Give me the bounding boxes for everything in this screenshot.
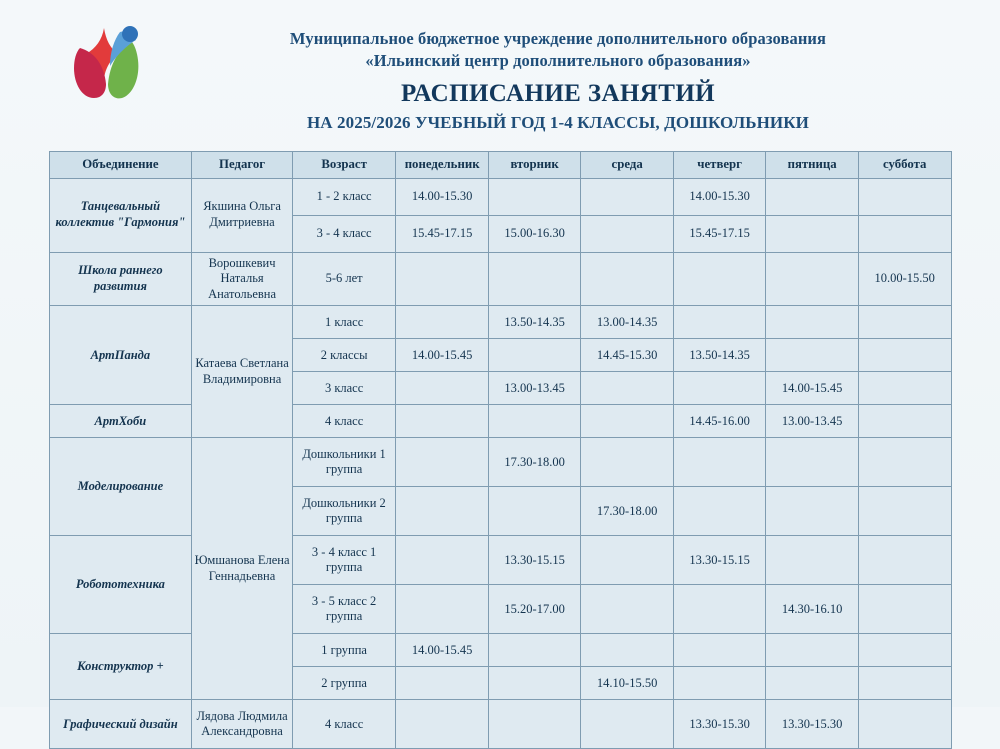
cell-thursday: 14.00-15.30	[673, 178, 766, 215]
page-title: РАСПИСАНИЕ ЗАНЯТИЙ	[400, 79, 716, 107]
cell-age: 3 - 4 класс	[292, 215, 396, 252]
column-header-teacher: Педагог	[192, 151, 293, 178]
cell-tuesday	[488, 634, 581, 667]
cell-association: Конструктор +	[49, 634, 192, 700]
cell-saturday	[858, 634, 951, 667]
cell-friday	[766, 215, 859, 252]
cell-tuesday: 15.20-17.00	[488, 585, 581, 634]
column-header-age: Возраст	[292, 151, 396, 178]
cell-age: Дошкольники 1 группа	[292, 438, 396, 487]
cell-monday: 14.00-15.45	[396, 339, 489, 372]
cell-monday	[396, 252, 489, 306]
cell-friday	[766, 252, 859, 306]
cell-association: Графический дизайн	[49, 700, 192, 749]
cell-friday	[766, 306, 859, 339]
cell-saturday	[858, 536, 951, 585]
cell-monday	[396, 306, 489, 339]
column-header-thursday: четверг	[673, 151, 766, 178]
cell-thursday: 15.45-17.15	[673, 215, 766, 252]
cell-friday	[766, 438, 859, 487]
column-header-saturday: суббота	[858, 151, 951, 178]
cell-teacher: Якшина Ольга Дмитриевна	[192, 178, 293, 252]
cell-saturday	[858, 306, 951, 339]
column-header-wednesday: среда	[581, 151, 674, 178]
cell-teacher: Юмшанова Елена Геннадьевна	[192, 438, 293, 700]
cell-thursday	[673, 306, 766, 339]
cell-tuesday: 13.00-13.45	[488, 372, 581, 405]
cell-friday	[766, 487, 859, 536]
column-header-association: Объединение	[49, 151, 192, 178]
cell-tuesday	[488, 405, 581, 438]
table-row	[49, 405, 951, 438]
cell-age: 4 класс	[292, 700, 396, 749]
cell-age: 2 группа	[292, 667, 396, 700]
cell-saturday	[858, 405, 951, 438]
cell-thursday: 13.30-15.15	[673, 536, 766, 585]
cell-thursday	[673, 667, 766, 700]
cell-saturday: 10.00-15.50	[858, 252, 951, 306]
cell-monday	[396, 438, 489, 487]
cell-tuesday: 13.30-15.15	[488, 536, 581, 585]
cell-friday: 14.00-15.45	[766, 372, 859, 405]
cell-saturday	[858, 667, 951, 700]
cell-age: 1 класс	[292, 306, 396, 339]
cell-association: Танцевальный коллектив "Гармония"	[49, 178, 192, 252]
cell-monday	[396, 536, 489, 585]
column-header-monday: понедельник	[396, 151, 489, 178]
cell-wednesday	[581, 252, 674, 306]
cell-thursday	[673, 372, 766, 405]
table-row	[49, 178, 951, 215]
table-row	[49, 634, 951, 667]
cell-monday	[396, 700, 489, 749]
cell-association: Моделирование	[49, 438, 192, 536]
cell-association: Робототехника	[49, 536, 192, 634]
cell-tuesday	[488, 667, 581, 700]
cell-wednesday: 14.45-15.30	[581, 339, 674, 372]
schedule-table-wrapper	[49, 151, 952, 749]
cell-saturday	[858, 178, 951, 215]
cell-age: 1 группа	[292, 634, 396, 667]
cell-saturday	[858, 487, 951, 536]
cell-monday	[396, 405, 489, 438]
cell-saturday	[858, 339, 951, 372]
cell-friday	[766, 178, 859, 215]
cell-age: 3 - 4 класс 1 группа	[292, 536, 396, 585]
leaf-flame-logo-icon	[60, 18, 156, 110]
cell-age: Дошкольники 2 группа	[292, 487, 396, 536]
cell-friday	[766, 667, 859, 700]
cell-association: АртХоби	[49, 405, 192, 438]
cell-tuesday: 13.50-14.35	[488, 306, 581, 339]
cell-wednesday	[581, 585, 674, 634]
cell-thursday: 13.50-14.35	[673, 339, 766, 372]
table-row	[49, 700, 951, 749]
cell-saturday	[858, 215, 951, 252]
org-name-line-1: Муниципальное бюджетное учреждение дополнительного образования	[289, 29, 827, 48]
cell-age: 3 класс	[292, 372, 396, 405]
cell-wednesday	[581, 178, 674, 215]
cell-friday	[766, 634, 859, 667]
page-subtitle: НА 2025/2026 УЧЕБНЫЙ ГОД 1-4 КЛАССЫ, ДОШКОЛЬНИКИ	[306, 112, 809, 132]
document-header	[0, 0, 1000, 133]
schedule-table	[49, 151, 952, 749]
table-header-row	[49, 151, 951, 178]
cell-tuesday: 15.00-16.30	[488, 215, 581, 252]
cell-wednesday	[581, 536, 674, 585]
table-row	[49, 536, 951, 585]
cell-monday	[396, 372, 489, 405]
cell-teacher: Катаева Светлана Владимировна	[192, 306, 293, 438]
cell-association: АртПанда	[49, 306, 192, 405]
cell-monday: 14.00-15.45	[396, 634, 489, 667]
cell-age: 4 класс	[292, 405, 396, 438]
cell-monday: 15.45-17.15	[396, 215, 489, 252]
cell-wednesday	[581, 438, 674, 487]
cell-association: Школа раннего развития	[49, 252, 192, 306]
org-name-line-2: «Ильинский центр дополнительного образования»	[365, 51, 751, 71]
cell-wednesday	[581, 634, 674, 667]
cell-age: 3 - 5 класс 2 группа	[292, 585, 396, 634]
cell-friday	[766, 339, 859, 372]
cell-tuesday	[488, 700, 581, 749]
cell-saturday	[858, 438, 951, 487]
cell-monday	[396, 667, 489, 700]
cell-monday	[396, 585, 489, 634]
cell-wednesday	[581, 405, 674, 438]
cell-thursday	[673, 252, 766, 306]
column-header-friday: пятница	[766, 151, 859, 178]
column-header-tuesday: вторник	[488, 151, 581, 178]
cell-tuesday	[488, 252, 581, 306]
cell-wednesday	[581, 372, 674, 405]
cell-friday: 13.00-13.45	[766, 405, 859, 438]
table-row	[49, 438, 951, 487]
cell-friday: 13.30-15.30	[766, 700, 859, 749]
cell-wednesday: 13.00-14.35	[581, 306, 674, 339]
title-block	[156, 14, 960, 133]
cell-wednesday	[581, 700, 674, 749]
cell-saturday	[858, 700, 951, 749]
table-row	[49, 306, 951, 339]
cell-thursday: 13.30-15.30	[673, 700, 766, 749]
cell-thursday: 14.45-16.00	[673, 405, 766, 438]
cell-wednesday: 14.10-15.50	[581, 667, 674, 700]
cell-saturday	[858, 372, 951, 405]
cell-thursday	[673, 585, 766, 634]
cell-thursday	[673, 634, 766, 667]
cell-wednesday: 17.30-18.00	[581, 487, 674, 536]
cell-tuesday: 17.30-18.00	[488, 438, 581, 487]
cell-thursday	[673, 487, 766, 536]
cell-tuesday	[488, 178, 581, 215]
table-row	[49, 252, 951, 306]
cell-age: 2 классы	[292, 339, 396, 372]
cell-wednesday	[581, 215, 674, 252]
cell-monday: 14.00-15.30	[396, 178, 489, 215]
cell-teacher: Лядова Людмила Александровна	[192, 700, 293, 749]
cell-tuesday	[488, 487, 581, 536]
cell-friday: 14.30-16.10	[766, 585, 859, 634]
cell-monday	[396, 487, 489, 536]
cell-age: 1 - 2 класс	[292, 178, 396, 215]
cell-teacher: Ворошкевич Наталья Анатольевна	[192, 252, 293, 306]
cell-tuesday	[488, 339, 581, 372]
cell-thursday	[673, 438, 766, 487]
cell-friday	[766, 536, 859, 585]
cell-age: 5-6 лет	[292, 252, 396, 306]
cell-saturday	[858, 585, 951, 634]
